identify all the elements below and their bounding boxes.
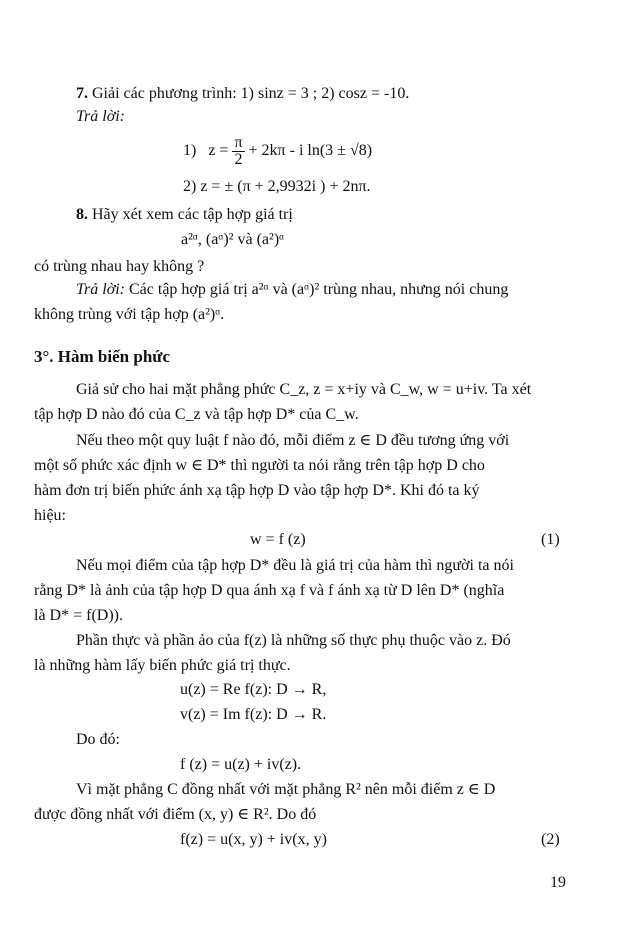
para-2-line-1: Nếu theo một quy luật f nào đó, mỗi điểm z ∈ D đều tương ứng với	[76, 432, 510, 449]
exercise-8-line	[76, 205, 293, 225]
para-4-line-2: là những hàm lấy biến phức giá trị thực.	[34, 657, 291, 674]
eq1-pre: z =	[208, 142, 229, 159]
para-3-line-3: là D* = f(D)).	[34, 607, 123, 624]
eq1-label: 1)	[183, 142, 197, 159]
exercise-8-answer-text: Các tập hợp giá trị a²ᵅ và (aᵅ)² trùng nhau, nhưng nói chung	[129, 281, 509, 298]
exercise-7-line	[76, 84, 409, 104]
equation-2: f(z) = u(x, y) + iv(x, y)	[180, 831, 327, 848]
para-2-line-4: hiệu:	[34, 507, 66, 524]
para-6-line-1: Vì mặt phẳng C đồng nhất với mặt phẳng R² nên mỗi điểm z ∈ D	[76, 781, 496, 798]
exercise-8-question-end: có trùng nhau hay không ?	[34, 258, 205, 275]
equation-1-number: (1)	[541, 531, 560, 548]
exercise-7-equation-1	[183, 134, 372, 168]
section-title: 3°. Hàm biến phức	[34, 347, 171, 366]
eq1-fraction-numerator: π	[234, 133, 243, 151]
exercise-7-equation-2: 2) z = ± (π + 2,9932i ) + 2nπ.	[183, 178, 371, 195]
equation-u: u(z) = Re f(z): D → R,	[180, 681, 327, 698]
para-3-line-1: Nếu mọi điểm của tập hợp D* đều là giá trị của hàm thì người ta nói	[76, 557, 514, 574]
para-2-line-2: một số phức xác định w ∈ D* thì người ta nói rằng trên tập hợp D cho	[34, 457, 485, 474]
para-3-line-2: rằng D* là ảnh của tập hợp D qua ánh xạ f và f ánh xạ từ D lên D* (nghĩa	[34, 582, 505, 599]
eq1-fraction	[232, 135, 244, 168]
equation-1: w = f (z)	[250, 531, 306, 548]
exercise-7-number: 7.	[76, 85, 88, 102]
equation-v: v(z) = Im f(z): D → R.	[180, 706, 327, 723]
exercise-7-answer-label: Trả lời:	[76, 108, 125, 125]
exercise-8-sets: a²ᵅ, (aᵅ)² và (a²)ᵅ	[181, 231, 285, 248]
exercise-8-number: 8.	[76, 206, 88, 223]
eq1-fraction-denominator: 2	[234, 150, 243, 168]
para-5: Do đó:	[76, 731, 120, 748]
exercise-7-question: Giải các phương trình: 1) sinz = 3 ; 2) cosz = -10.	[92, 85, 410, 102]
para-4-line-1: Phần thực và phần ảo của f(z) là những số thực phụ thuộc vào z. Đó	[76, 632, 511, 649]
exercise-8-answer-line-1	[76, 280, 568, 300]
exercise-8-answer-line-2: không trùng với tập hợp (a²)ᵅ.	[34, 306, 225, 323]
para-1-line-1: Giả sử cho hai mặt phẳng phức C_z, z = x+iy và C_w, w = u+iv. Ta xét	[76, 381, 532, 398]
exercise-8-answer-label: Trả lời:	[76, 281, 125, 298]
equation-f: f (z) = u(z) + iv(z).	[180, 756, 302, 773]
eq1-post: + 2kπ - i ln(3 ± √8)	[248, 142, 373, 159]
exercise-8-question: Hãy xét xem các tập hợp giá trị	[92, 206, 293, 223]
equation-2-number: (2)	[541, 831, 560, 848]
para-6-line-2: được đồng nhất với điểm (x, y) ∈ R². Do đó	[34, 806, 317, 823]
para-2-line-3: hàm đơn trị biến phức ánh xạ tập hợp D vào tập hợp D*. Khi đó ta ký	[34, 482, 480, 499]
page-number: 19	[550, 874, 566, 891]
para-1-line-2: tập hợp D nào đó của C_z và tập hợp D* của C_w.	[34, 406, 359, 423]
